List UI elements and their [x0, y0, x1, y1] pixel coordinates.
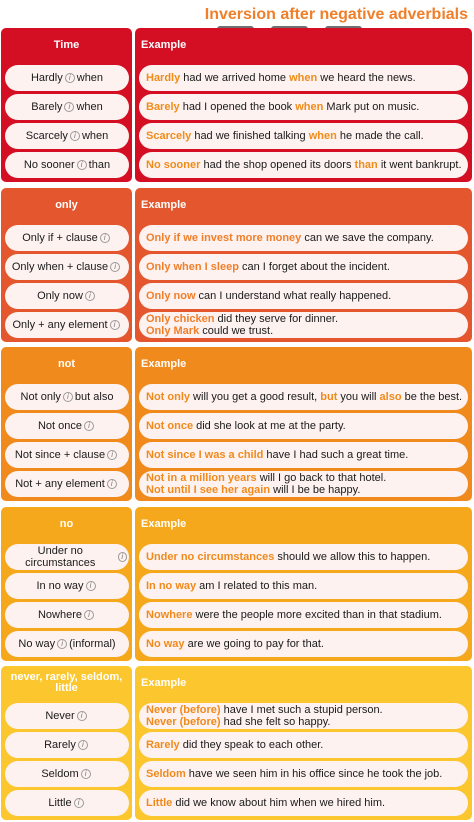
category-header: no — [59, 517, 74, 530]
example-line — [146, 101, 419, 113]
example-line — [146, 72, 416, 84]
example-text: could we trust. — [199, 325, 274, 337]
example-highlight: Only when I sleep — [146, 261, 239, 273]
example-text: had the shop opened its doors — [200, 159, 355, 171]
example-highlight: In no way — [146, 580, 197, 592]
section-never — [0, 666, 474, 820]
example-text: can I understand what really happened. — [195, 290, 392, 302]
adverbial-pill[interactable] — [5, 312, 129, 338]
example-line — [146, 704, 383, 716]
example-line — [146, 739, 323, 751]
example-line — [146, 313, 338, 325]
category-column — [1, 347, 132, 501]
adverbial-label-suffix: when — [76, 72, 104, 84]
example-text: are we going to pay for that. — [184, 638, 324, 650]
example-highlight: Not in a million years — [146, 472, 257, 484]
example-text: were the people more excited than in that stadium. — [192, 609, 442, 621]
example-column — [135, 666, 472, 820]
info-icon[interactable]: i — [57, 639, 67, 649]
example-text: be the best. — [401, 391, 463, 403]
example-pill — [139, 65, 468, 91]
example-highlight: Not once — [146, 420, 194, 432]
section-not — [0, 347, 474, 501]
adverbial-label: No sooner — [23, 159, 75, 171]
info-icon[interactable]: i — [70, 131, 80, 141]
info-icon[interactable]: i — [86, 581, 96, 591]
example-text: had she felt so happy. — [220, 716, 331, 728]
example-highlight: Never (before) — [146, 716, 221, 728]
example-pill — [139, 703, 468, 729]
example-highlight: Only now — [146, 290, 196, 302]
adverbial-label-suffix: when — [76, 101, 103, 113]
example-line — [146, 609, 442, 621]
adverbial-label: Only + any element — [12, 319, 108, 331]
example-line — [146, 261, 390, 273]
example-pill — [139, 761, 468, 787]
example-text: we heard the news. — [317, 72, 416, 84]
adverbial-label: Barely — [31, 101, 63, 113]
adverbial-label: Nowhere — [37, 609, 83, 621]
example-highlight: Hardly — [146, 72, 181, 84]
example-highlight: when — [308, 130, 337, 142]
example-pill — [139, 225, 468, 251]
example-highlight: Only if we invest more money — [146, 232, 302, 244]
adverbial-label-suffix: (informal) — [69, 638, 116, 650]
category-header: only — [55, 198, 78, 211]
example-line — [146, 232, 434, 244]
example-text: should we allow this to happen. — [274, 551, 431, 563]
example-text: had we arrived home — [180, 72, 290, 84]
example-line — [146, 325, 273, 337]
adverbial-pill[interactable] — [5, 544, 129, 570]
adverbial-label: Not only — [20, 391, 61, 403]
example-pill — [139, 152, 468, 178]
example-line — [146, 391, 462, 403]
example-pill — [139, 254, 468, 280]
example-text: he made the call. — [336, 130, 424, 142]
info-icon[interactable]: i — [78, 740, 88, 750]
example-pill — [139, 790, 468, 816]
category-header: Time — [53, 38, 80, 51]
adverbial-label: Little — [48, 797, 72, 809]
example-pill — [139, 413, 468, 439]
category-column — [1, 28, 132, 182]
info-icon[interactable]: i — [65, 73, 75, 83]
example-pill — [139, 94, 468, 120]
adverbial-label: Never — [45, 710, 75, 722]
example-highlight: No way — [146, 638, 185, 650]
info-icon[interactable]: i — [64, 102, 74, 112]
adverbial-label: Only now — [37, 290, 83, 302]
adverbial-pill[interactable] — [5, 703, 129, 729]
example-highlight: than — [354, 159, 378, 171]
category-header: never, rarely, seldom, little — [10, 671, 123, 694]
adverbial-label: Not once — [37, 420, 83, 432]
example-pill — [139, 384, 468, 410]
adverbial-label: Seldom — [41, 768, 79, 780]
info-icon[interactable]: i — [84, 610, 94, 620]
adverbial-pill[interactable] — [5, 152, 129, 178]
section-no — [0, 507, 474, 661]
info-icon[interactable]: i — [84, 421, 94, 431]
example-line — [146, 472, 386, 484]
example-header: Example — [141, 518, 187, 530]
example-highlight: Not only — [146, 391, 190, 403]
adverbial-label: Scarcely — [25, 130, 68, 142]
category-header: not — [57, 357, 76, 370]
example-column — [135, 507, 472, 661]
example-text: have we seen him in his office since he took the job. — [185, 768, 443, 780]
adverbial-pill[interactable] — [5, 65, 129, 91]
example-text: did she look at me at the party. — [193, 420, 346, 432]
info-icon[interactable]: i — [107, 479, 117, 489]
example-text: did they serve for dinner. — [214, 313, 338, 325]
example-column — [135, 188, 472, 342]
info-icon[interactable]: i — [77, 711, 87, 721]
example-highlight: also — [379, 391, 402, 403]
adverbial-label-suffix: when — [81, 130, 109, 142]
example-line — [146, 420, 346, 432]
example-line — [146, 130, 424, 142]
adverbial-pill[interactable] — [5, 283, 129, 309]
example-line — [146, 449, 408, 461]
category-column — [1, 507, 132, 661]
example-highlight: Rarely — [146, 739, 180, 751]
example-highlight: when — [289, 72, 318, 84]
example-text: will I go back to that hotel. — [256, 472, 387, 484]
example-text: have I met such a stupid person. — [220, 704, 383, 716]
example-pill — [139, 123, 468, 149]
example-text: will I be be happy. — [270, 484, 361, 496]
example-highlight: Only chicken — [146, 313, 215, 325]
adverbial-label-suffix: than — [88, 159, 111, 171]
adverbial-pill[interactable] — [5, 123, 129, 149]
category-column — [1, 188, 132, 342]
info-icon[interactable]: i — [110, 262, 120, 272]
example-header: Example — [141, 39, 187, 51]
example-highlight: Not until I see her again — [146, 484, 271, 496]
example-header: Example — [141, 199, 187, 211]
example-highlight: Seldom — [146, 768, 186, 780]
example-highlight: but — [320, 391, 338, 403]
adverbial-label: Only when + clause — [11, 261, 109, 273]
example-pill — [139, 471, 468, 497]
info-icon[interactable]: i — [63, 392, 73, 402]
example-line — [146, 159, 462, 171]
info-icon[interactable]: i — [110, 320, 120, 330]
example-pill — [139, 573, 468, 599]
adverbial-label: In no way — [36, 580, 84, 592]
adverbial-label: Rarely — [44, 739, 76, 751]
info-icon[interactable]: i — [77, 160, 87, 170]
adverbial-pill[interactable] — [5, 254, 129, 280]
info-icon[interactable]: i — [85, 291, 95, 301]
example-header: Example — [141, 677, 187, 689]
example-line — [146, 768, 442, 780]
adverbial-pill[interactable] — [5, 790, 129, 816]
example-highlight: Never (before) — [146, 704, 221, 716]
adverbial-pill[interactable] — [5, 732, 129, 758]
example-pill — [139, 602, 468, 628]
adverbial-label: Under no circumstances — [25, 545, 96, 569]
section-only — [0, 188, 474, 342]
adverbial-pill[interactable] — [5, 413, 129, 439]
example-text: can I forget about the incident. — [238, 261, 390, 273]
example-highlight: Not since I was a child — [146, 449, 264, 461]
example-pill — [139, 312, 468, 338]
example-pill — [139, 544, 468, 570]
example-line — [146, 290, 391, 302]
example-line — [146, 638, 324, 650]
info-icon[interactable]: i — [74, 798, 84, 808]
example-pill — [139, 442, 468, 468]
adverbial-pill[interactable] — [5, 225, 129, 251]
adverbial-pill[interactable] — [5, 471, 129, 497]
example-text: am I related to this man. — [196, 580, 318, 592]
adverbial-label-suffix: but also — [74, 391, 114, 403]
example-highlight: Only Mark — [146, 325, 200, 337]
adverbial-label: Not + any element — [15, 478, 105, 490]
example-line — [146, 580, 317, 592]
adverbial-pill[interactable] — [5, 384, 129, 410]
info-icon[interactable]: i — [100, 233, 110, 243]
example-highlight: Nowhere — [146, 609, 193, 621]
adverbial-label: Not since + clause — [14, 449, 106, 461]
adverbial-pill[interactable] — [5, 94, 129, 120]
example-text: had I opened the book — [179, 101, 296, 113]
example-pill — [139, 732, 468, 758]
example-highlight: Under no circumstances — [146, 551, 275, 563]
example-text: had we finished talking — [191, 130, 309, 142]
example-line — [146, 551, 430, 563]
example-highlight: when — [295, 101, 324, 113]
example-header: Example — [141, 358, 187, 370]
info-icon[interactable]: i — [81, 769, 91, 779]
adverbial-label: No way — [18, 638, 56, 650]
info-icon[interactable]: i — [118, 552, 127, 562]
example-pill — [139, 631, 468, 657]
example-text: it went bankrupt. — [377, 159, 462, 171]
example-text: can we save the company. — [301, 232, 434, 244]
adverbial-pill[interactable] — [5, 573, 129, 599]
example-line — [146, 797, 385, 809]
example-text: did they speak to each other. — [179, 739, 324, 751]
example-text: you will — [337, 391, 380, 403]
example-highlight: Scarcely — [146, 130, 192, 142]
example-line — [146, 716, 330, 728]
adverbial-pill[interactable] — [5, 602, 129, 628]
info-icon[interactable]: i — [107, 450, 117, 460]
adverbial-label: Only if + clause — [22, 232, 98, 244]
adverbial-pill[interactable] — [5, 631, 129, 657]
section-time — [0, 28, 474, 182]
adverbial-pill[interactable] — [5, 761, 129, 787]
example-highlight: Barely — [146, 101, 180, 113]
adverbial-label: Hardly — [30, 72, 63, 84]
example-pill — [139, 283, 468, 309]
adverbial-pill[interactable] — [5, 442, 129, 468]
example-column — [135, 28, 472, 182]
example-text: Mark put on music. — [323, 101, 420, 113]
example-text: have I had such a great time. — [263, 449, 409, 461]
page-title: Inversion after negative adverbials — [204, 6, 468, 23]
example-highlight: Little — [146, 797, 173, 809]
example-column — [135, 347, 472, 501]
category-column — [1, 666, 132, 820]
example-text: will you get a good result, — [190, 391, 321, 403]
example-highlight: No sooner — [146, 159, 201, 171]
example-text: did we know about him when we hired him. — [172, 797, 386, 809]
example-line — [146, 484, 360, 496]
